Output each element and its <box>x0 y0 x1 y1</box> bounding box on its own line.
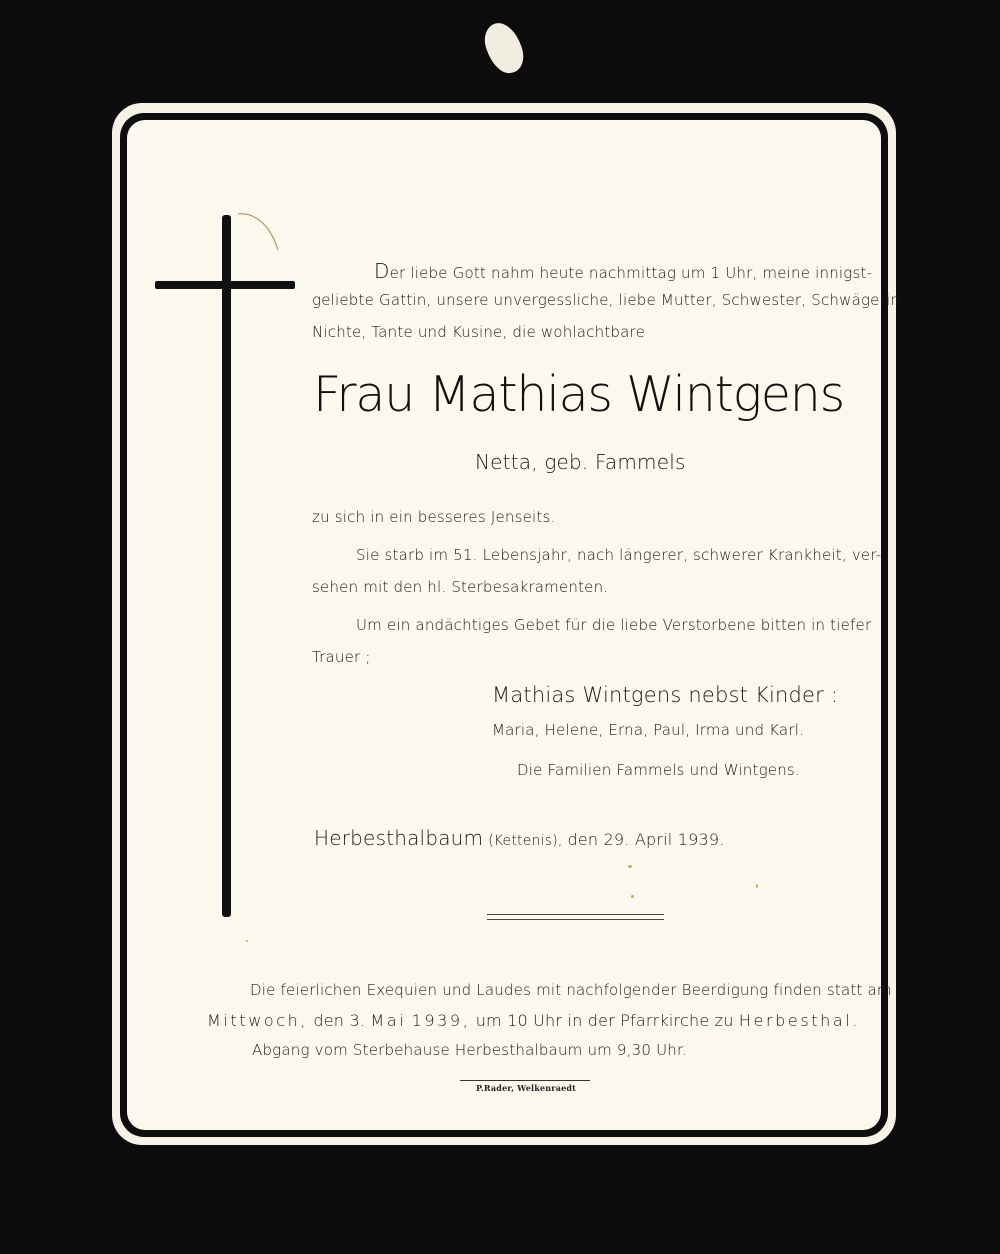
intro-line-2: geliebte Gattin, unsere unvergessliche, liebe Mutter, Schwester, Schwägerin, <box>312 291 906 309</box>
dateline-date: den 29. April 1939. <box>567 830 725 849</box>
signatory-children: Maria, Helene, Erna, Paul, Irma und Karl. <box>492 721 805 739</box>
jenseits-line: zu sich in ein besseres Jenseits. <box>312 508 556 526</box>
paper-speck <box>631 895 634 898</box>
intro-line-1-text: er liebe Gott nahm heute nachmittag um 1 Uhr, meine innigst- <box>389 264 873 282</box>
funeral-year: 1939, <box>411 1011 471 1030</box>
death-line-2: sehen mit den hl. Sterbesakramenten. <box>312 578 609 596</box>
cross-horizontal-bar <box>155 281 295 289</box>
dateline <box>314 826 725 850</box>
deceased-name: Frau Mathias Wintgens <box>313 366 844 423</box>
prayer-line-2: Trauer ; <box>312 648 371 666</box>
dateline-district: (Kettenis), <box>488 833 563 849</box>
signatory-main: Mathias Wintgens nebst Kinder : <box>492 683 839 707</box>
funeral-line-1: Die feierlichen Exequien und Laudes mit nachfolgender Beerdigung finden statt am <box>250 981 892 999</box>
paper-speck <box>756 884 758 888</box>
paper-crease-mark <box>236 210 296 270</box>
signatory-families: Die Familien Fammels und Wintgens. <box>517 761 800 779</box>
dateline-place: Herbesthalbaum <box>314 826 484 850</box>
funeral-weekday: Mittwoch, <box>207 1011 309 1030</box>
deceased-maiden-name: Netta, geb. Fammels <box>475 450 686 474</box>
departure-line: Abgang vom Sterbehause Herbesthalbaum um 9,30 Uhr. <box>252 1041 687 1059</box>
funeral-day: 3. <box>349 1011 366 1030</box>
separator-rule-top <box>487 914 664 915</box>
intro-line-3: Nichte, Tante und Kusine, die wohlachtbare <box>312 323 646 341</box>
printer-imprint: P.Rader, Welkenraedt <box>476 1083 577 1093</box>
funeral-line-2 <box>207 1011 860 1030</box>
paper-speck <box>246 940 248 942</box>
death-line-1: Sie starb im 51. Lebensjahr, nach längerer, schwerer Krankheit, ver- <box>356 546 882 564</box>
prayer-line-1: Um ein andächtiges Gebet für die liebe Verstorbene bitten in tiefer <box>356 616 872 634</box>
cross-vertical-bar <box>222 215 231 917</box>
separator-rule-bottom <box>487 919 664 920</box>
funeral-time-place: um 10 Uhr in der Pfarrkirche zu <box>475 1011 734 1030</box>
intro-drop-letter: D <box>374 259 390 283</box>
funeral-month: Mai <box>370 1011 407 1030</box>
funeral-den: den <box>313 1011 345 1030</box>
intro-line-1 <box>374 259 873 283</box>
printer-rule <box>460 1080 590 1081</box>
paper-speck <box>628 865 632 868</box>
funeral-town: Herbesthal. <box>738 1011 861 1030</box>
